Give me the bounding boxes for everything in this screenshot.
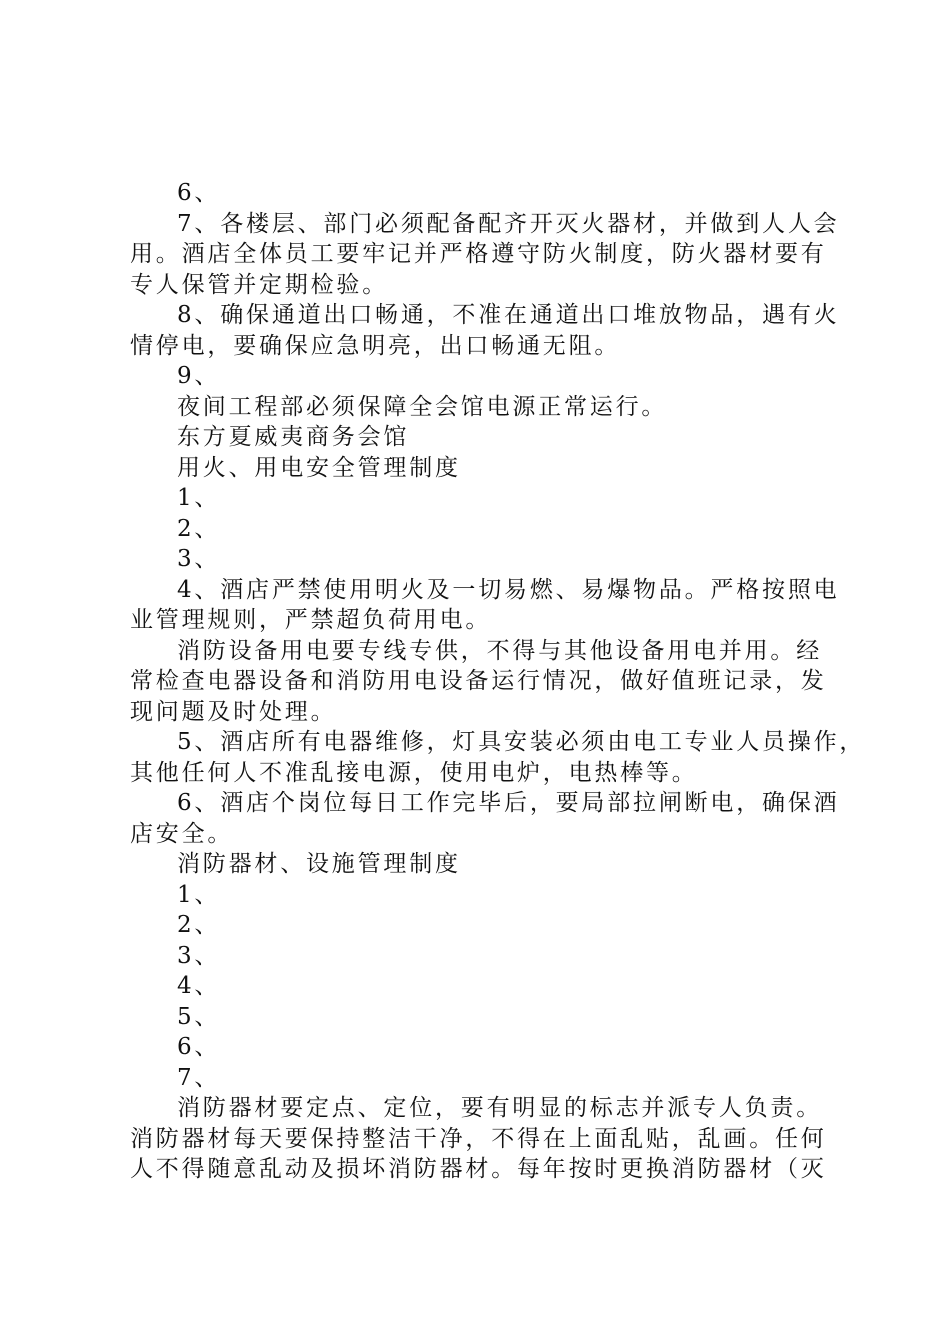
text-line: 6、酒店个岗位每日工作完毕后，要局部拉闸断电，确保酒 [177,790,840,816]
text-line: 1、 [177,881,221,908]
text-line: 现问题及时处理。 [130,698,337,725]
text-line: 业管理规则，严禁超负荷用电。 [130,607,492,633]
section-heading: 东方夏威夷商务会馆 [177,424,410,450]
text-line: 消防器材要定点、定位，要有明显的标志并派专人负责。 [177,1095,822,1121]
text-line: 4、 [177,973,221,999]
text-line: 店安全。 [130,820,234,847]
text-line: 用。酒店全体员工要牢记并严格遵守防火制度，防火器材要有 [130,241,827,267]
text-line: 消防器材每天要保持整洁干净，不得在上面乱贴，乱画。任何 [130,1125,827,1152]
section-heading: 用火、用电安全管理制度 [177,454,461,481]
text-line: 情停电，要确保应急明亮，出口畅通无阻。 [130,332,621,359]
text-line: 夜间工程部必须保障全会馆电源正常运行。 [177,393,668,420]
text-line: 2、 [177,912,221,938]
text-line: 消防设备用电要专线专供，不得与其他设备用电并用。经 [177,637,822,664]
text-line: 3、 [177,942,221,969]
text-line: 其他任何人不准乱接电源，使用电炉，电热棒等。 [130,759,698,786]
text-line: 6、 [177,180,221,206]
text-line: 5、 [177,1003,221,1030]
text-line: 7、各楼层、部门必须配备配齐开灭火器材，并做到人人会 [177,210,840,237]
document-body [130,178,866,1185]
text-line: 9、 [177,363,221,389]
text-line: 3、 [177,546,221,572]
text-line: 1、 [177,485,221,511]
text-line: 专人保管并定期检验。 [130,271,388,298]
text-line: 8、确保通道出口畅通，不准在通道出口堆放物品，遇有火 [177,302,840,328]
text-line: 人不得随意乱动及损坏消防器材。每年按时更换消防器材（灭 [130,1156,827,1182]
text-line: 6、 [177,1034,221,1060]
text-line: 4、酒店严禁使用明火及一切易燃、易爆物品。严格按照电 [177,576,840,603]
text-line: 7、 [177,1064,221,1091]
text-line: 5、酒店所有电器维修，灯具安装必须由电工专业人员操作， [177,729,866,755]
text-line: 2、 [177,515,221,542]
section-heading: 消防器材、设施管理制度 [177,851,461,877]
text-line: 常检查电器设备和消防用电设备运行情况，做好值班记录，发 [130,668,827,694]
